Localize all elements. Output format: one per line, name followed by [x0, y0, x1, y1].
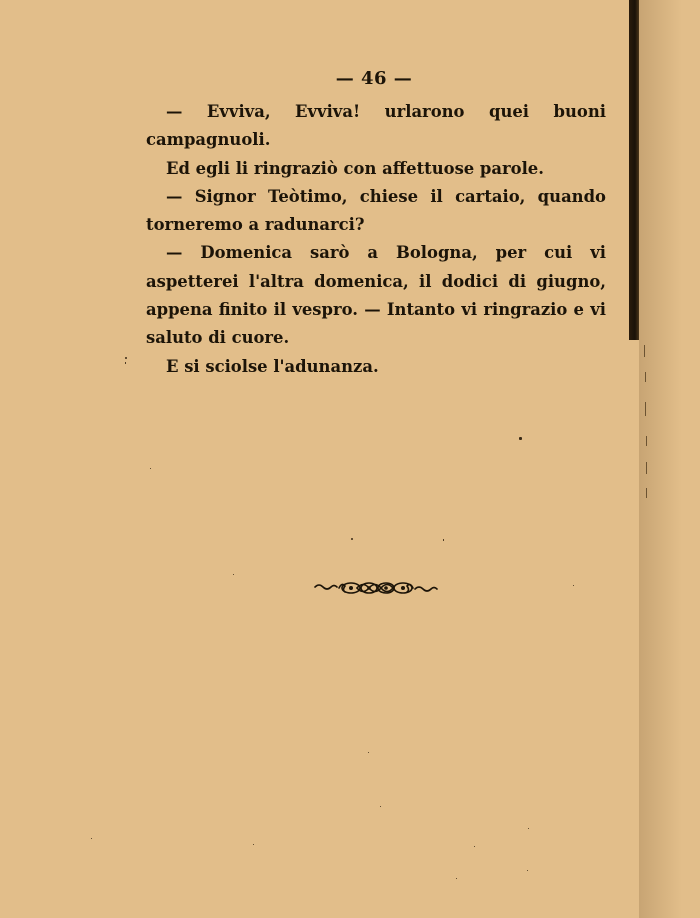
edge-mark	[645, 402, 646, 416]
edge-mark	[644, 345, 645, 357]
page-number: — 46 —	[335, 68, 413, 89]
paper-speck	[351, 538, 353, 540]
body-text	[146, 98, 606, 381]
edge-mark	[646, 436, 647, 446]
decorative-vignette-icon	[313, 578, 439, 598]
paper-speck	[253, 844, 254, 845]
paragraph: — Domenica sarò a Bologna, per cui vi aspetterei l'altra domenica, il dodici di giugno, appena finito il vespro. — Intanto vi ringrazio e vi saluto di cuore.	[146, 243, 606, 348]
paper-speck	[368, 752, 369, 753]
paper-speck	[474, 846, 475, 847]
paper-speck	[528, 828, 529, 829]
paragraph: E si sciolse l'adunanza.	[166, 356, 379, 376]
paper-speck	[233, 574, 234, 575]
paper-speck	[527, 870, 528, 871]
paper-speck	[456, 878, 457, 879]
edge-mark	[645, 372, 646, 382]
paper-speck	[125, 357, 127, 359]
page-edge-shadow	[639, 0, 700, 918]
binding-edge	[629, 0, 639, 340]
paragraph: — Signor Teòtimo, chiese il cartaio, quando torneremo a radunarci?	[146, 186, 606, 235]
paragraph: Ed egli li ringraziò con affettuose parole.	[166, 158, 544, 178]
edge-mark	[646, 462, 647, 474]
paragraph: — Evviva, Evviva! urlarono quei buoni campagnuoli.	[146, 102, 606, 150]
paper-speck	[573, 585, 574, 586]
paper-speck	[380, 806, 381, 807]
paper-speck	[150, 468, 151, 469]
edge-mark	[646, 488, 647, 498]
paper-speck	[125, 362, 126, 364]
paper-speck	[519, 437, 522, 440]
paper-speck	[443, 539, 444, 541]
paper-speck	[91, 838, 92, 839]
